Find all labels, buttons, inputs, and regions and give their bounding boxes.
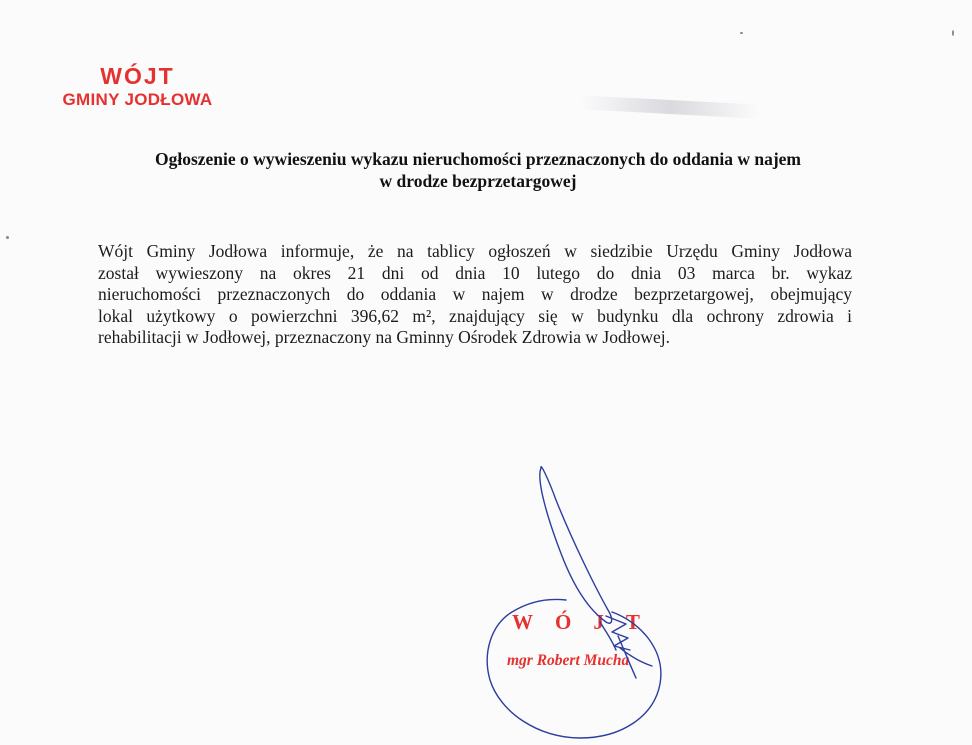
scan-speck	[952, 30, 954, 36]
heading-line-2: w drodze bezprzetargowej	[379, 171, 577, 191]
body-line: Wójt Gminy Jodłowa informuje, że na tablicy ogłoszeń w siedzibie Urzędu Gminy Jodłowa	[98, 241, 852, 261]
header-stamp-subtitle: GMINY JODŁOWA	[62, 90, 213, 109]
scan-artifact	[580, 95, 760, 118]
header-stamp	[50, 62, 225, 110]
body-line: rehabilitacji w Jodłowej, przeznaczony na Gminny Ośrodek Zdrowia w Jodłowej.	[98, 327, 670, 347]
body-line: nieruchomości przeznaczonych do oddania w najem w drodze bezprzetargowej, obejmujący	[98, 284, 852, 304]
signature-stamp-name: mgr Robert Mucha	[507, 652, 630, 669]
header-stamp-title: WÓJT	[100, 63, 175, 89]
announcement-body	[98, 241, 852, 349]
scan-speck	[6, 236, 9, 239]
heading-line-1: Ogłoszenie o wywieszeniu wykazu nieruchomości przeznaczonych do oddania w najem	[154, 149, 802, 169]
body-line: lokal użytkowy o powierzchni 396,62 m², znajdujący się w budynku dla ochrony zdrowia i	[98, 305, 852, 326]
scan-speck	[740, 32, 743, 34]
document-heading	[98, 148, 858, 192]
body-line: został wywieszony na okres 21 dni od dnia 10 lutego do dnia 03 marca br. wykaz	[98, 262, 852, 283]
signature-stamp-title: WÓJT	[512, 610, 662, 634]
